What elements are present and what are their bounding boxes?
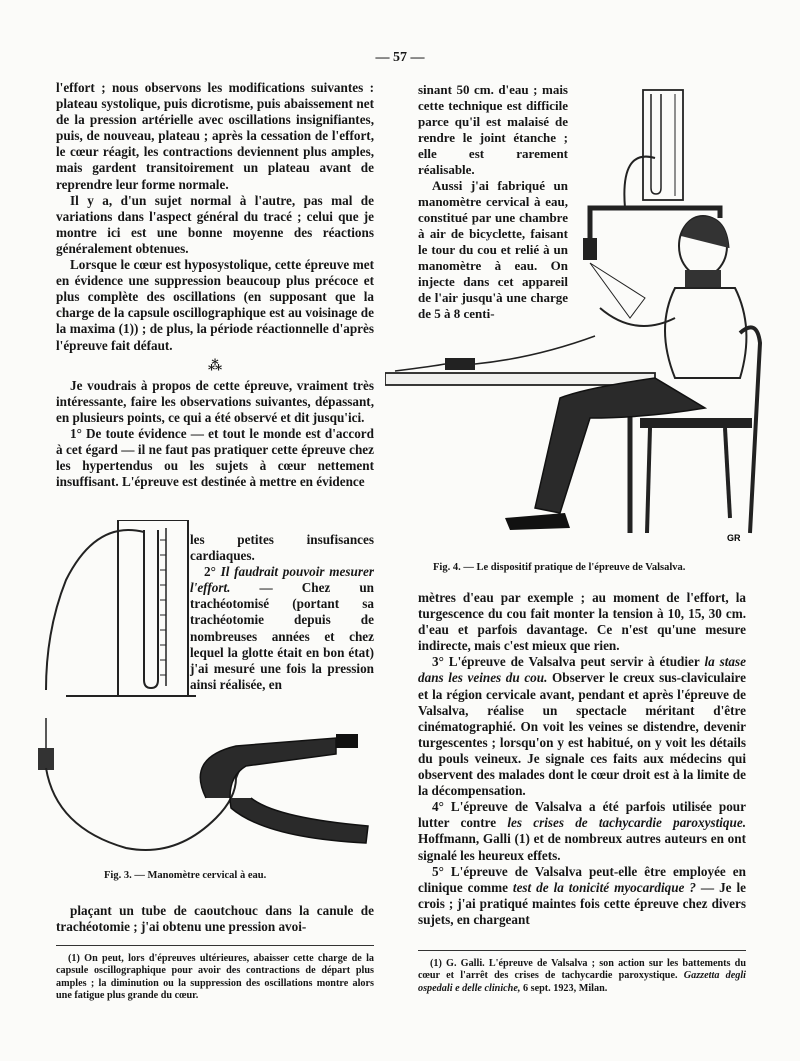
figure-4-signature: GR (727, 533, 741, 543)
right-footnote (418, 958, 746, 995)
figure-3-collar (36, 718, 376, 858)
left-footnote (56, 953, 374, 1003)
text-run: 5° L'épreuve de Valsalva peut-elle être employée en clinique comme (418, 863, 746, 895)
footnote-text: (1) On peut, lors d'épreuves ultérieures, abaisser cette charge de la capsule oscillographique pour avoir des contractions de départ plus amples ; la diminution ou la suppression des oscillations montre alors une fatigue plus grande du cœur. (56, 953, 374, 1002)
paragraph: plaçant un tube de caoutchouc dans la canule de trachéotomie ; j'ai obtenu une pression avoi- (56, 903, 374, 935)
right-column (418, 590, 746, 928)
left-bottom-text (56, 903, 374, 935)
footnote-rule (418, 950, 746, 951)
paragraph: Aussi j'ai fabriqué un manomètre cervical à eau, constitué par une chambre à air de bicyclette, faisant le tour du cou et relié à un manomètre à eau. On injecte dans cet appareil de l'air jusqu'à une charge de 5 à 8 centi- (418, 178, 568, 321)
italic-run: Gazzetta degli ospedali e delle cliniche, (418, 970, 747, 994)
text-run: 6 sept. 1923, Milan. (520, 982, 608, 994)
figure-4-caption: Fig. 4. — Le dispositif pratique de l'épreuve de Valsalva. (433, 562, 686, 573)
text-run: 2° (204, 564, 221, 580)
figure-3-manometer (36, 520, 376, 705)
paragraph: les petites insufisances cardiaques. (190, 532, 374, 564)
text-run: (1) G. Galli. L'épreuve de Valsalva ; son action sur les battements du cœur et l'arrêt des crises de tachycardie paroxystique. (418, 958, 746, 982)
paragraph: Je voudrais à propos de cette épreuve, vraiment très intéressante, faire les observations suivantes, dépassant, en plusieurs points, ce qui a été observé et dit jusqu'ici. (56, 377, 374, 425)
paragraph: Il y a, d'un sujet normal à l'autre, pas mal de variations dans l'aspect général du tracé ; celui que je montre ici est une bonne moyenne des réactions généralement obtenues. (56, 192, 374, 256)
figure-3-caption: Fig. 3. — Manomètre cervical à eau. (104, 870, 267, 881)
figure-4-valsalva-setup (385, 88, 770, 558)
left-column (56, 80, 374, 490)
text-run: 4° L'épreuve de Valsalva a été parfois utilisée pour lutter contre (418, 799, 746, 831)
paragraph: sinant 50 cm. d'eau ; mais cette technique est difficile parce qu'il est malaisé de rendre le joint étanche ; elle est rarement réalisable. (418, 82, 568, 177)
paragraph: l'effort ; nous observons les modifications suivantes : plateau systolique, puis dicrotisme, puis abaissement net de la pression artérielle avec oscillations insignifiantes, puis, de nouveau, plateau ; après la cessation de l'effort, le cœur réagit, les contractions deviennent plus amples, mais gardent transitoirement un plateau avant de reprendre leur forme normale. (56, 80, 374, 192)
paragraph: Lorsque le cœur est hyposystolique, cette épreuve met en évidence une suppression beaucoup plus précoce et plus complète des oscillations (en supposant que la charge de la capsule oscillographique est au voisinage de la maxima (1)) ; de plus, la période réactionnelle d'après l'épreuve fait défaut. (56, 257, 374, 353)
text-run: — Chez un trachéotomisé (portant sa trachéotomie depuis de nombreuses années et chez lequel la glotte était en bon état) j'ai mesuré une fois la pression ainsi réalisée, en (190, 580, 374, 692)
paragraph (418, 799, 746, 863)
paragraph: 1° De toute évidence — et tout le monde est d'accord à cet égard — il ne faut pas pratiquer cette épreuve chez les hypertendus ou les sujets à cœur nettement insuffisant. L'épreuve est destinée à mettre en évidence (56, 425, 374, 490)
italic-run: test de la tonicité myocardique ? (512, 879, 696, 895)
paragraph (418, 654, 746, 799)
paragraph: mètres d'eau par exemple ; au moment de l'effort, la turgescence du cou fait monter la tension à 10, 15, 30 cm. d'eau et parfois davantage. Ce n'est qu'une mesure indirecte, mais c'est mieux que rien. (418, 590, 746, 654)
paragraph (418, 864, 746, 928)
text-run: Observer le creux sus-claviculaire et la région cervicale avant, pendant et après l'épreuve de Valsalva, réalise un spectacle méritant d'être cinématographié. On voit les veines se distendre, devenir turgescentes ; lorsqu'on y est habitué, on y voit les détails du pouls veineux. Je signale ces faits aux médecins qui observent des malades dont le cœur droit est à la limite de la décompensation. (418, 670, 746, 799)
page-number: — 57 — (375, 50, 425, 65)
italic-run: la stase dans les veines du cou. (418, 654, 747, 686)
text-run: Hoffmann, Galli (1) et de nombreux autres auteurs en ont signalé les heureux effets. (418, 831, 746, 863)
section-separator: ⁂ (207, 358, 223, 374)
footnote-text (418, 958, 746, 995)
text-run: — Je le crois ; j'ai pratiqué maintes fois cette épreuve chez divers sujets, en chargeant (418, 879, 746, 927)
italic-run: les crises de tachycardie paroxystique. (507, 815, 746, 831)
text-run: 3° L'épreuve de Valsalva peut servir à étudier (432, 654, 705, 670)
footnote-rule (56, 945, 374, 946)
italic-run: Il faudrait pouvoir mesurer l'effort. (190, 564, 374, 596)
